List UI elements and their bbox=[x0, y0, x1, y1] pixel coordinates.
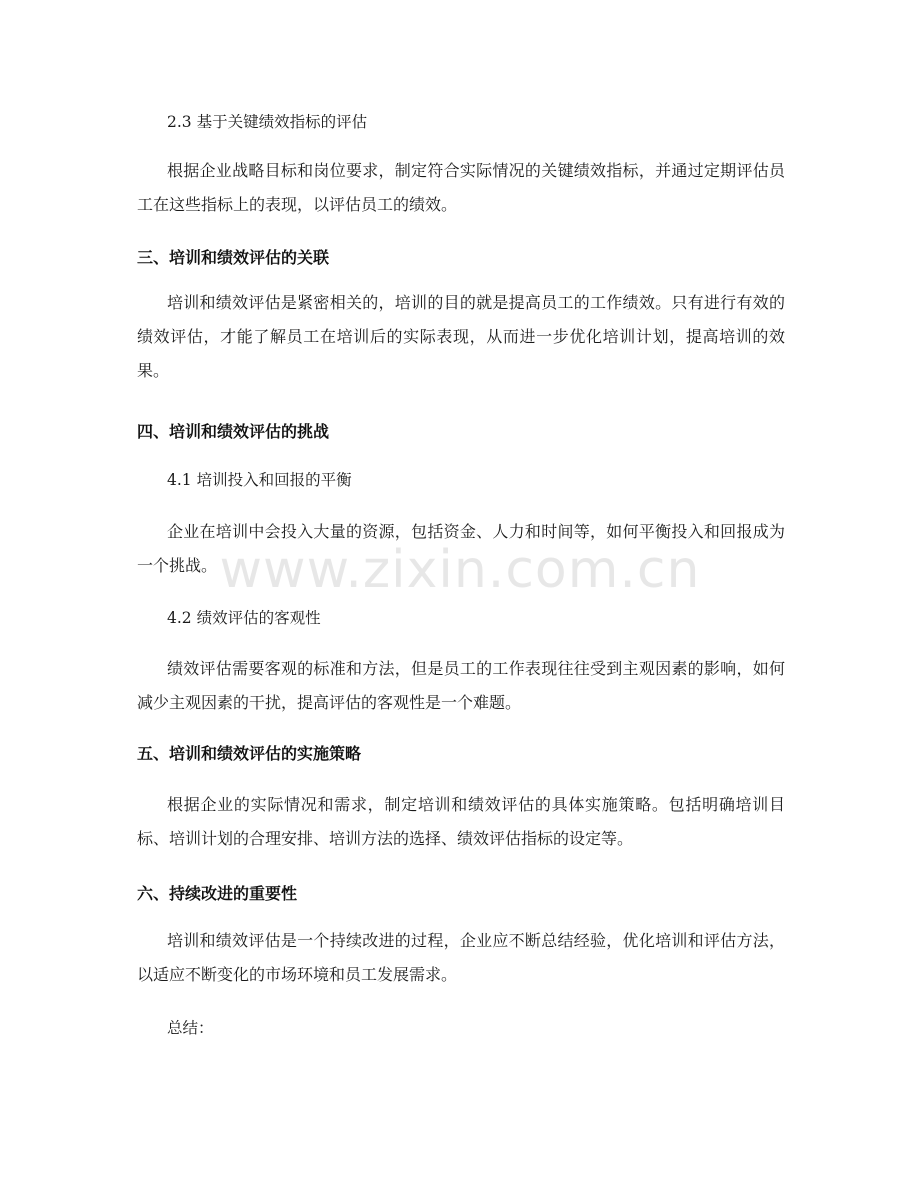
paragraph-strategy: 根据企业的实际情况和需求，制定培训和绩效评估的具体实施策略。包括明确培训目标、培训计划的合理安排、培训方法的选择、绩效评估指标的设定等。 bbox=[137, 795, 785, 848]
paragraph-training-investment: 企业在培训中会投入大量的资源，包括资金、人力和时间等，如何平衡投入和回报成为一个挑战。 bbox=[137, 522, 785, 575]
paragraph-kpi-evaluation: 根据企业战略目标和岗位要求，制定符合实际情况的关键绩效指标，并通过定期评估员工在这些指标上的表现，以评估员工的绩效。 bbox=[137, 161, 785, 214]
paragraph-objectivity: 绩效评估需要客观的标准和方法，但是员工的工作表现往往受到主观因素的影响，如何减少主观因素的干扰，提高评估的客观性是一个难题。 bbox=[137, 659, 785, 712]
subheading-4-1: 4.1 培训投入和回报的平衡 bbox=[167, 471, 352, 489]
subheading-4-2: 4.2 绩效评估的客观性 bbox=[167, 609, 321, 627]
subheading-2-3: 2.3 基于关键绩效指标的评估 bbox=[167, 113, 368, 131]
paragraph-relationship: 培训和绩效评估是紧密相关的，培训的目的就是提高员工的工作绩效。只有进行有效的绩效评估，才能了解员工在培训后的实际表现，从而进一步优化培训计划，提高培训的效果。 bbox=[137, 293, 785, 380]
watermark: www.zixin.com.cn bbox=[219, 540, 701, 600]
section-heading-5: 五、培训和绩效评估的实施策略 bbox=[137, 744, 362, 763]
section-heading-6: 六、持续改进的重要性 bbox=[137, 884, 298, 903]
paragraph-continuous-improvement: 培训和绩效评估是一个持续改进的过程，企业应不断总结经验，优化培训和评估方法，以适应不断变化的市场环境和员工发展需求。 bbox=[137, 931, 785, 984]
section-heading-4: 四、培训和绩效评估的挑战 bbox=[137, 422, 330, 441]
section-heading-3: 三、培训和绩效评估的关联 bbox=[137, 248, 330, 267]
summary-label: 总结： bbox=[167, 1019, 214, 1037]
